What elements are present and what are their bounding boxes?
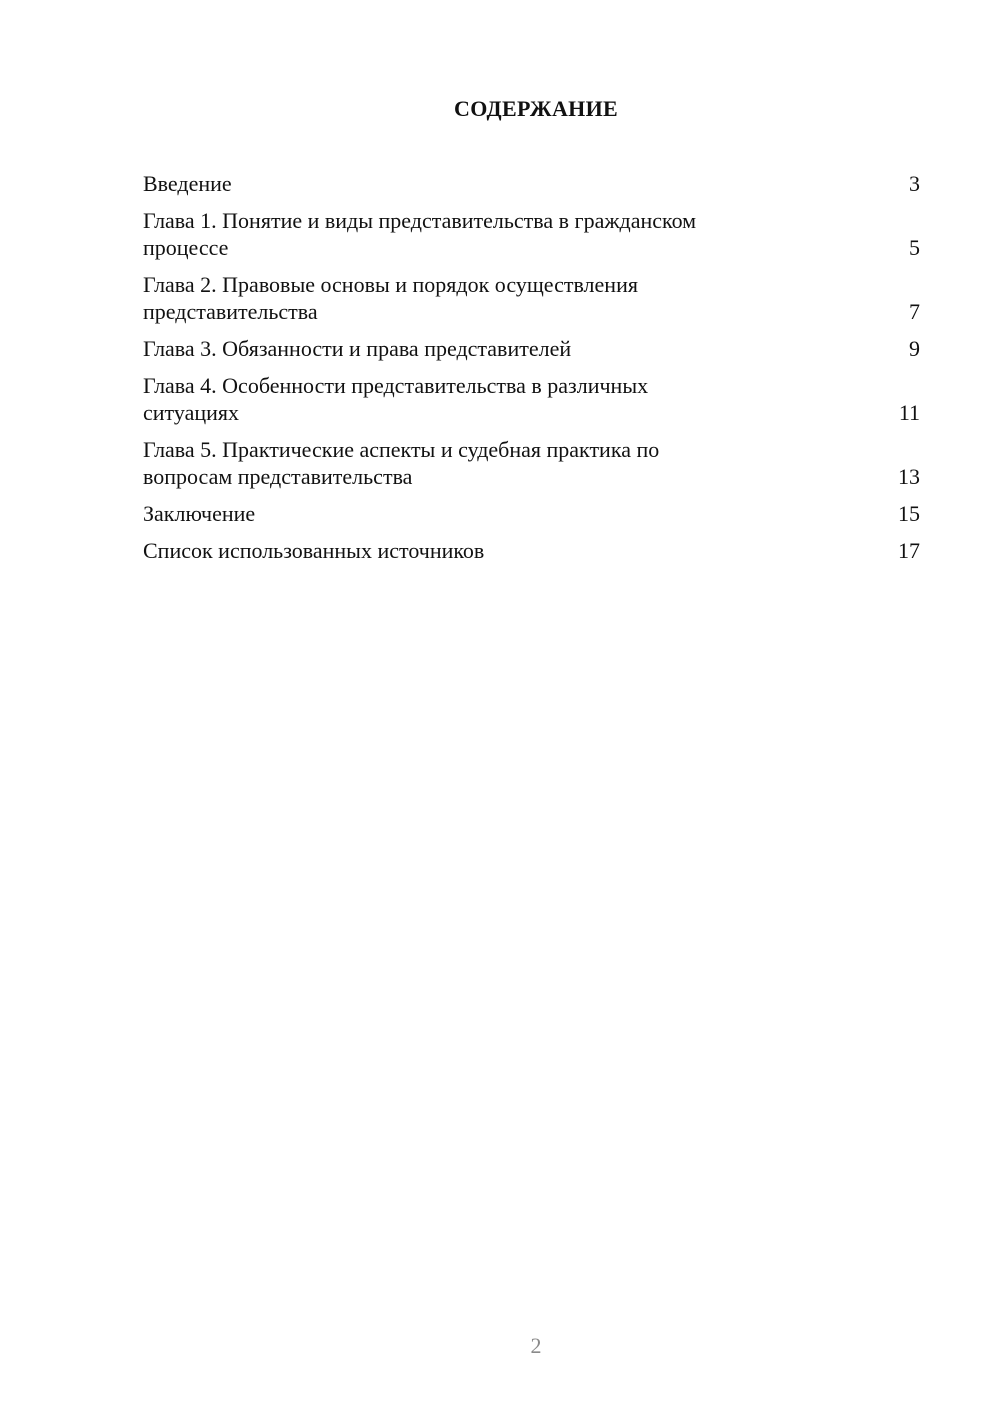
- toc-entry-page: 13: [898, 464, 920, 489]
- table-of-contents: [143, 170, 920, 574]
- toc-entry-chapter-2: [143, 271, 920, 325]
- toc-entry-page: 7: [909, 299, 920, 324]
- toc-entry-page: 5: [909, 235, 920, 260]
- toc-entry-introduction: [143, 170, 920, 197]
- toc-entry-page: 9: [909, 336, 920, 361]
- toc-entry-label: Глава 1. Понятие и виды представительства в гражданском процессе: [143, 208, 697, 260]
- toc-entry-label: Список использованных источников: [143, 538, 485, 563]
- page-number: 2: [530, 1333, 542, 1358]
- toc-entry-label: Глава 4. Особенности представительства в различных ситуациях: [143, 373, 649, 425]
- toc-entry-chapter-3: [143, 335, 920, 362]
- toc-entry-page: 3: [909, 171, 920, 196]
- toc-entry-chapter-4: [143, 372, 920, 426]
- toc-entry-chapter-5: [143, 436, 920, 490]
- toc-entry-references: [143, 537, 920, 564]
- toc-entry-label: Глава 5. Практические аспекты и судебная практика по вопросам представительства: [143, 437, 660, 489]
- toc-entry-label: Введение: [143, 171, 232, 196]
- toc-entry-chapter-1: [143, 207, 920, 261]
- toc-entry-page: 15: [898, 501, 920, 526]
- toc-entry-conclusion: [143, 500, 920, 527]
- toc-entry-label: Глава 2. Правовые основы и порядок осуществления представительства: [143, 272, 638, 324]
- toc-entry-label: Заключение: [143, 501, 256, 526]
- toc-entry-page: 11: [898, 400, 920, 425]
- toc-entry-label: Глава 3. Обязанности и права представителей: [143, 336, 572, 361]
- page-title: СОДЕРЖАНИЕ: [454, 96, 618, 121]
- toc-entry-page: 17: [898, 538, 920, 563]
